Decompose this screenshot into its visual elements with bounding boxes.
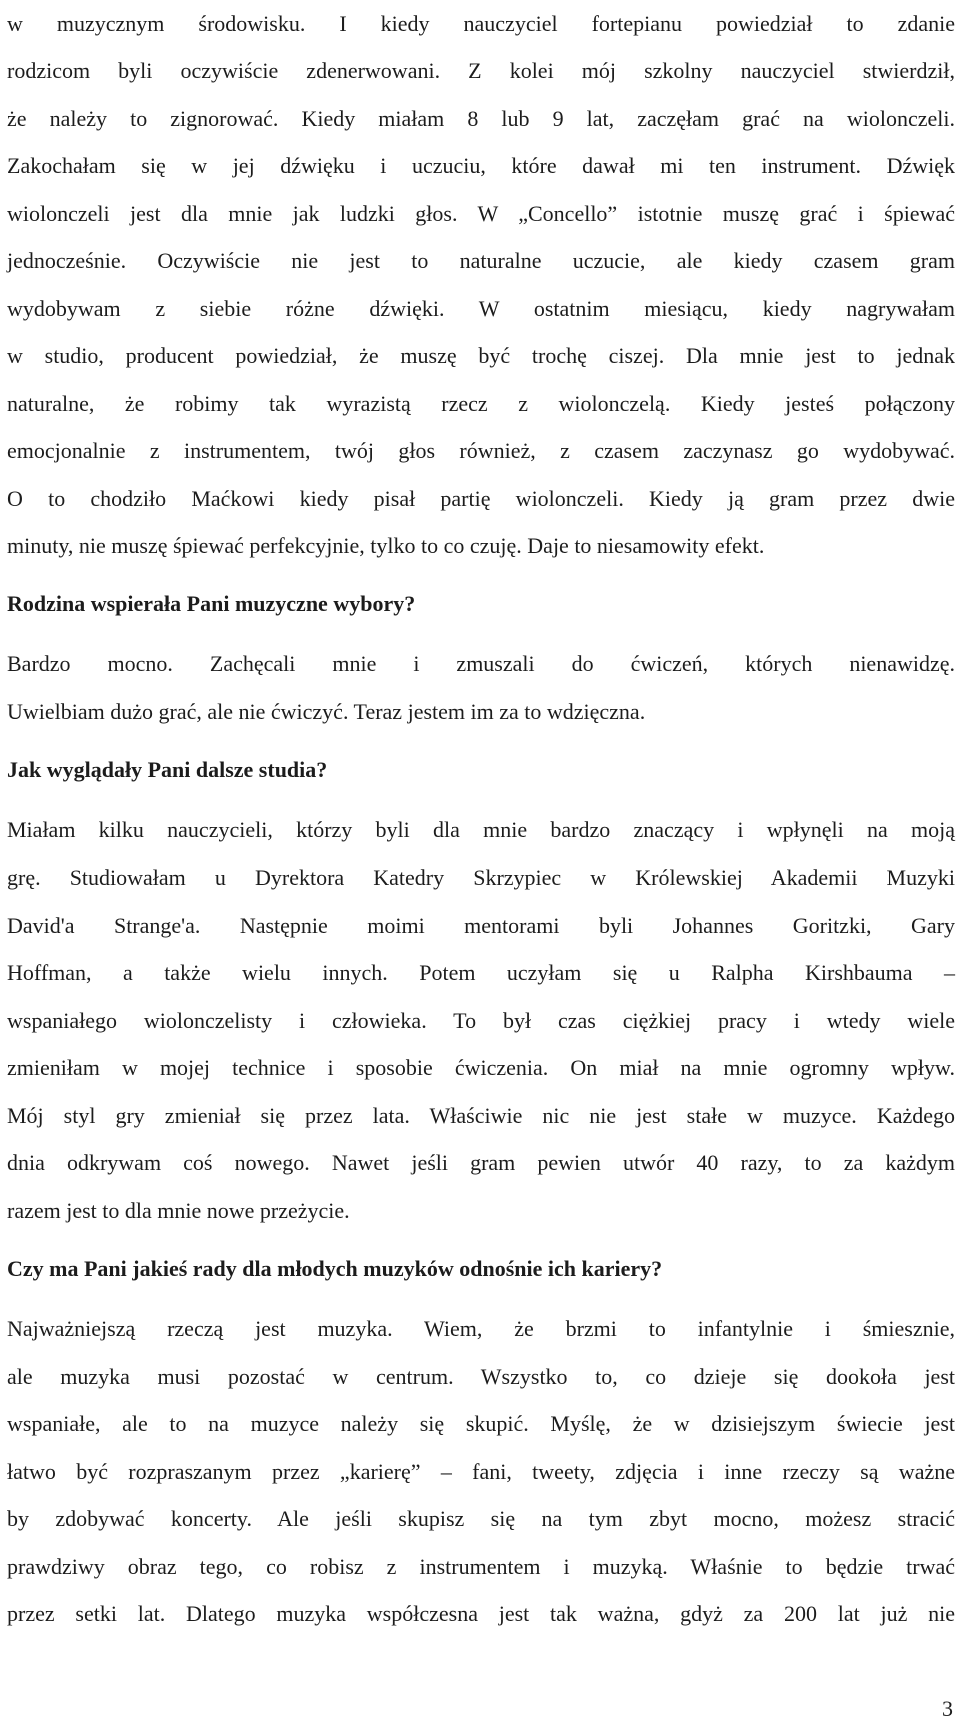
paragraph-line: by zdobywać koncerty. Ale jeśli skupisz się na tym zbyt mocno, możesz stracić — [7, 1506, 955, 1531]
paragraph-line: Uwielbiam dużo grać, ale nie ćwiczyć. Teraz jestem im za to wdzięczna. — [7, 699, 646, 724]
paragraph-line: emocjonalnie z instrumentem, twój głos również, z czasem zaczynasz go wydobywać. — [7, 438, 955, 463]
paragraph-line: Mój styl gry zmieniał się przez lata. Właściwie nic nie jest stałe w muzyce. Każdego — [7, 1103, 955, 1128]
paragraph-line: naturalne, że robimy tak wyrazistą rzecz z wiolonczelą. Kiedy jesteś połączony — [7, 391, 955, 416]
paragraph-line: Bardzo mocno. Zachęcali mnie i zmuszali do ćwiczeń, których nienawidzę. — [7, 651, 955, 676]
page-number: 3 — [942, 1696, 953, 1721]
paragraph-line: Hoffman, a także wielu innych. Potem uczyłam się u Ralpha Kirshbauma – — [7, 960, 955, 985]
paragraph-line: w muzycznym środowisku. I kiedy nauczyciel fortepianu powiedział to zdanie — [7, 11, 955, 36]
section-heading: Jak wyglądały Pani dalsze studia? — [7, 757, 328, 782]
paragraph-line: wspaniałego wiolonczelisty i człowieka. To był czas ciężkiej pracy i wtedy wiele — [7, 1008, 955, 1033]
paragraph-line: razem jest to dla mnie nowe przeżycie. — [7, 1198, 350, 1223]
paragraph-line: prawdziwy obraz tego, co robisz z instrumentem i muzyką. Właśnie to będzie trwać — [7, 1554, 955, 1579]
paragraph-line: rodzicom byli oczywiście zdenerwowani. Z kolei mój szkolny nauczyciel stwierdził, — [7, 58, 955, 83]
paragraph-line: jednocześnie. Oczywiście nie jest to naturalne uczucie, ale kiedy czasem gram — [7, 248, 955, 273]
paragraph-line: zmieniłam w mojej technice i sposobie ćwiczenia. On miał na mnie ogromny wpływ. — [7, 1055, 955, 1080]
paragraph-line: dnia odkrywam coś nowego. Nawet jeśli gram pewien utwór 40 razy, to za każdym — [7, 1150, 955, 1175]
paragraph-line: David'a Strange'a. Następnie moimi mentorami byli Johannes Goritzki, Gary — [7, 913, 955, 938]
paragraph-line: wydobywam z siebie różne dźwięki. W ostatnim miesiącu, kiedy nagrywałam — [7, 296, 955, 321]
section-heading: Czy ma Pani jakieś rady dla młodych muzyków odnośnie ich kariery? — [7, 1256, 663, 1281]
paragraph-line: O to chodziło Maćkowi kiedy pisał partię wiolonczeli. Kiedy ją gram przez dwie — [7, 486, 955, 511]
paragraph-line: grę. Studiowałam u Dyrektora Katedry Skrzypiec w Królewskiej Akademii Muzyki — [7, 865, 955, 890]
section-heading: Rodzina wspierała Pani muzyczne wybory? — [7, 591, 416, 616]
paragraph-line: przez setki lat. Dlatego muzyka współczesna jest tak ważna, gdyż za 200 lat już nie — [7, 1601, 955, 1626]
paragraph-line: Zakochałam się w jej dźwięku i uczuciu, które dawał mi ten instrument. Dźwięk — [7, 153, 955, 178]
paragraph-line: w studio, producent powiedział, że muszę być trochę ciszej. Dla mnie jest to jednak — [7, 343, 955, 368]
paragraph-line: Najważniejszą rzeczą jest muzyka. Wiem, że brzmi to infantylnie i śmiesznie, — [7, 1316, 955, 1341]
paragraph-line: łatwo być rozpraszanym przez „karierę” – fani, tweety, zdjęcia i inne rzeczy są ważne — [7, 1459, 955, 1484]
paragraph-line: wspaniałe, ale to na muzyce należy się skupić. Myślę, że w dzisiejszym świecie jest — [7, 1411, 955, 1436]
paragraph-line: minuty, nie muszę śpiewać perfekcyjnie, tylko to co czuję. Daje to niesamowity efekt. — [7, 533, 765, 558]
paragraph-line: Miałam kilku nauczycieli, którzy byli dla mnie bardzo znaczący i wpłynęli na moją — [7, 817, 955, 842]
paragraph-line: że należy to zignorować. Kiedy miałam 8 lub 9 lat, zaczęłam grać na wiolonczeli. — [7, 106, 955, 131]
paragraph-line: ale muzyka musi pozostać w centrum. Wszystko to, co dzieje się dookoła jest — [7, 1364, 955, 1389]
paragraph-line: wiolonczeli jest dla mnie jak ludzki głos. W „Concello” istotnie muszę grać i śpiewać — [7, 201, 955, 226]
